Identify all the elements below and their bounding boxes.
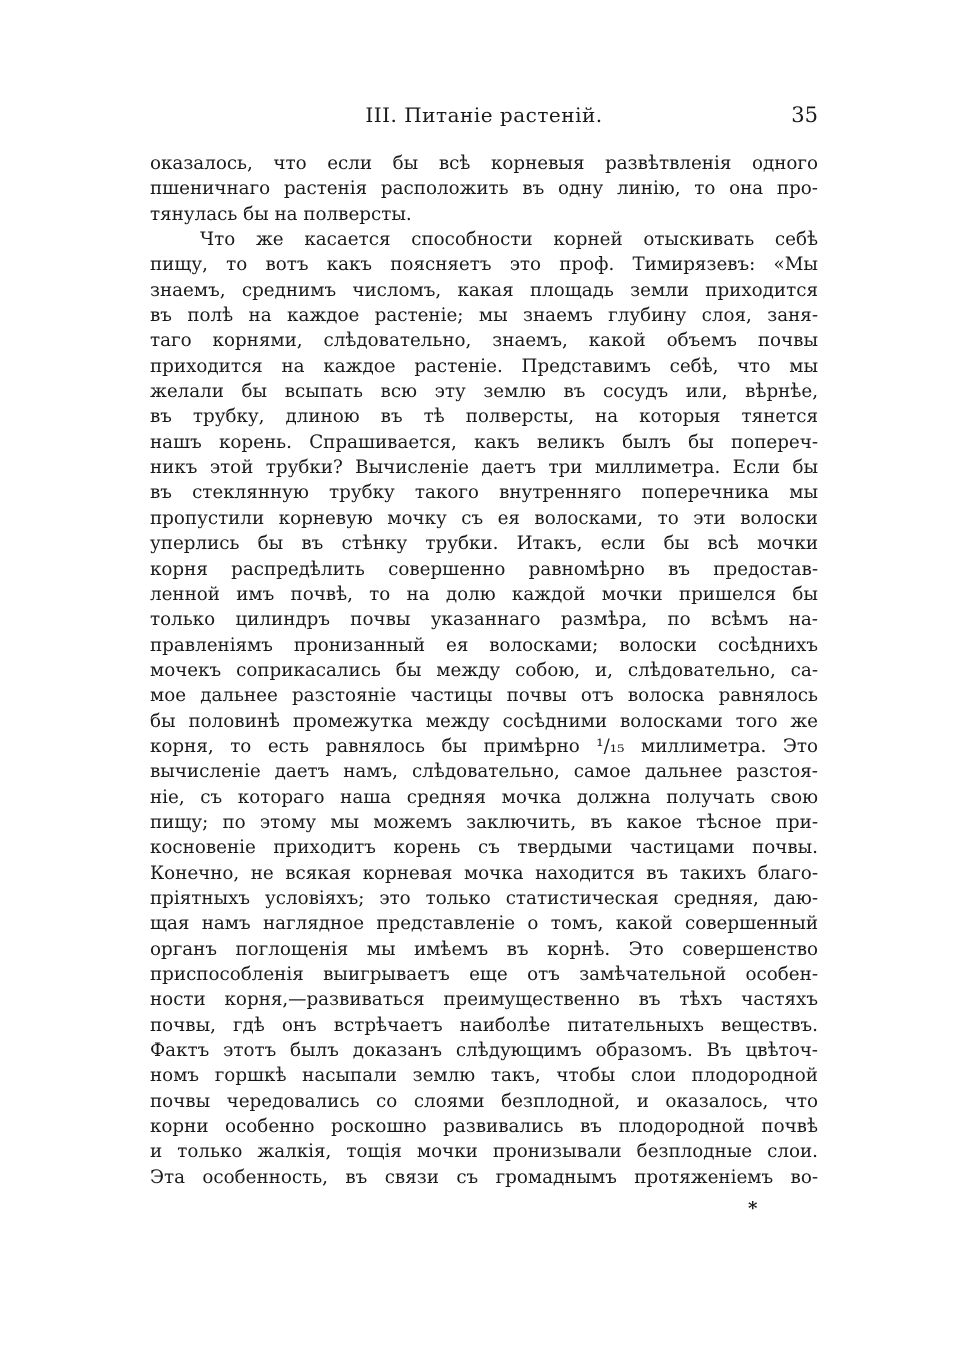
text-line: мое дальнее разстояніе частицы почвы отъ волоска равнялось [150, 685, 818, 707]
text-line: пищу; по этому мы можемъ заключить, въ какое тѣсное при- [150, 811, 818, 833]
text-line: ленной имъ почвѣ, то на долю каждой мочки пришелся бы [150, 583, 818, 605]
text-line: корня распредѣлить совершенно равномѣрно въ предостав- [150, 558, 818, 580]
text-line: пропустили корневую мочку съ ея волосками, то эти волоски [150, 507, 818, 529]
text-line: желали бы всыпать всю эту землю въ сосудъ или, вѣрнѣе, [150, 381, 818, 403]
text-line: Что же касается способности корней отыскивать себѣ [200, 229, 818, 251]
text-line: въ стеклянную трубку такого внутренняго поперечника мы [150, 482, 818, 504]
text-line: почвы чередовались со слоями безплодной, и оказалось, что [150, 1090, 818, 1112]
text-line: щая намъ наглядное представленіе о томъ, какой совершенный [150, 913, 818, 935]
text-line: корня, то есть равнялось бы примѣрно ¹/₁₅ миллиметра. Это [150, 735, 818, 757]
text-line: оказалось, что если бы всѣ корневыя развѣтвленія одного [150, 153, 818, 174]
text-line: знаемъ, среднимъ числомъ, какая площадь земли приходится [150, 279, 818, 301]
text-line: почвы, гдѣ онъ встрѣчаетъ наиболѣе питательныхъ веществъ. [150, 1014, 818, 1036]
text-line: бы половинѣ промежутка между сосѣдними волосками того же [150, 710, 818, 732]
text-line: мочекъ соприкасались бы между собою, и, слѣдовательно, са- [150, 659, 818, 681]
body-text [150, 151, 818, 1190]
text-line: никъ этой трубки? Вычисленіе даетъ три миллиметра. Если бы [150, 457, 818, 479]
text-line: Фактъ этотъ былъ доказанъ слѣдующимъ образомъ. Въ цвѣточ- [150, 1040, 818, 1062]
text-line: номъ горшкѣ насыпали землю такъ, чтобы слои плодородной [150, 1065, 818, 1087]
text-line: таго корнями, слѣдовательно, знаемъ, какой объемъ почвы [150, 330, 818, 352]
text-line: ности корня,—развиваться преимущественно въ тѣхъ частяхъ [150, 989, 818, 1011]
text-line: органъ поглощенія мы имѣемъ въ корнѣ. Это совершенство [150, 938, 818, 960]
text-line: правленіямъ пронизанный ея волосками; волоски сосѣднихъ [150, 634, 818, 656]
text-line: ніе, съ котораго наша средняя мочка должна получать свою [150, 786, 818, 808]
text-line: тянулась бы на полверсты. [150, 203, 412, 225]
text-line: приспособленія выигрываетъ еще отъ замѣчательной особен- [150, 964, 818, 985]
text-line: пріятныхъ условіяхъ; это только статистическая средняя, даю- [150, 887, 818, 909]
text-line: въ трубку, длиною въ тѣ полверсты, на которыя тянется [150, 406, 818, 428]
page-header [150, 100, 818, 130]
text-line: Эта особенность, въ связи съ громаднымъ протяженіемъ во- [150, 1166, 818, 1188]
text-line: Конечно, не всякая корневая мочка находится въ такихъ благо- [150, 862, 818, 884]
page-number: 35 [791, 103, 818, 127]
text-line: приходится на каждое растеніе. Представимъ себѣ, что мы [150, 355, 818, 377]
text-line: только цилиндръ почвы указаннаго размѣра, по всѣмъ на- [150, 609, 818, 631]
text-line: уперлись бы въ стѣнку трубки. Итакъ, если бы всѣ мочки [150, 533, 818, 555]
running-title: III. Питаніе растеній. [365, 103, 603, 127]
text-line: вычисленіе даетъ намъ, слѣдовательно, самое дальнее разстоя- [150, 761, 818, 783]
text-line: пшеничнаго растенія расположить въ одну линію, то она про- [150, 178, 818, 200]
text-line: и только жалкія, тощія мочки пронизывали безплодные слои. [150, 1141, 818, 1163]
text-line: нашъ корень. Спрашивается, какъ великъ былъ бы попереч- [150, 431, 818, 453]
text-line: пищу, то вотъ какъ поясняетъ это проф. Тимирязевъ: «Мы [150, 254, 818, 276]
text-line: въ полѣ на каждое растеніе; мы знаемъ глубину слоя, заня- [150, 305, 818, 327]
text-line: косновеніе приходитъ корень съ твердыми частицами почвы. [150, 837, 818, 859]
signature-mark: * [748, 1198, 758, 1219]
text-line: корни особенно роскошно развивались въ плодородной почвѣ [150, 1116, 818, 1138]
